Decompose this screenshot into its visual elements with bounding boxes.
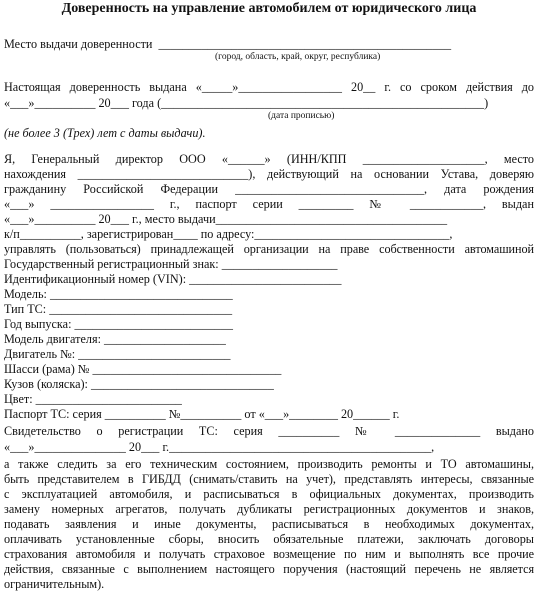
validity-line-2: «___»__________ 20___ года (_____________________________________________________)	[4, 96, 489, 110]
body-line: а также следить за его техническим состоянием, производить ремонты и ТО автомашины,	[4, 457, 534, 471]
issue-place-hint: (город, область, край, округ, республика)	[215, 52, 381, 62]
body-line: оплачивать установленные сборы, вносить обязательные платежи, заключать договоры	[4, 532, 534, 546]
issue-place-line: Место выдачи доверенности ________________________________________________	[4, 37, 452, 51]
body-line: «___»__________ 20___ г., место выдачи______________________________________	[4, 212, 448, 226]
field-model: Модель: ______________________________	[4, 287, 233, 301]
body-line: к/п__________, зарегистрирован____ по адресу:________________________________,	[4, 227, 453, 241]
field-year: Год выпуска: __________________________	[4, 317, 233, 331]
body-line: замену номерных агрегатов, получать дубликаты регистрационных документов и знаков,	[4, 502, 534, 516]
body-line: действия, связанные с выполнением настоящего поручения (настоящий перечень не является	[4, 562, 534, 576]
body-line: нахождения ____________________________), действующий на основании Устава, доверяю	[4, 167, 534, 181]
field-color: Цвет: ________________________	[4, 392, 182, 406]
field-vehicle-passport: Паспорт ТС: серия __________ №__________ от «___»________ 20______ г.	[4, 407, 400, 421]
field-reg-plate: Государственный регистрационный знак: ___________________	[4, 257, 338, 271]
document-title: Доверенность на управление автомобилем от юридического лица	[61, 1, 477, 16]
field-chassis: Шасси (рама) № _______________________________	[4, 362, 282, 376]
field-engine-number: Двигатель №: _________________________	[4, 347, 231, 361]
body-line: управлять (пользоваться) принадлежащей организации на праве собственности автомашиной	[4, 242, 534, 256]
validity-date-hint: (дата прописью)	[268, 111, 335, 121]
body-line: страхования автомобиля и получать страховое возмещение по ним и выполнять все прочие	[4, 547, 534, 561]
validity-line-1: Настоящая доверенность выдана «_____»_________________ 20__ г. со сроком действия до	[4, 80, 534, 94]
field-registration-certificate: Свидетельство о регистрации ТС: серия __________ № ______________ выдано	[4, 424, 534, 438]
field-vehicle-type: Тип ТС: ______________________________	[4, 302, 233, 316]
body-line: гражданину Российской Федерации _______________________________, дата рождения	[4, 182, 534, 196]
validity-limit: (не более 3 (Трех) лет с даты выдачи).	[4, 126, 206, 140]
field-body: Кузов (коляска): ______________________________	[4, 377, 274, 391]
field-registration-date: «___»_______________ 20___ г.___________________________________________,	[4, 440, 435, 454]
body-line: ограничительным).	[4, 577, 105, 591]
body-line: с эксплуатацией автомобиля, и расписываться в официальных документах, производить	[4, 487, 534, 501]
body-line: «___» _________________ г., паспорт серии _________ № ____________, выдан	[4, 197, 534, 211]
field-vin: Идентификационный номер (VIN): _________________________	[4, 272, 342, 286]
body-line: подавать заявления и иные документы, расписываться в необходимых документах,	[4, 517, 534, 531]
field-engine-model: Модель двигателя: ____________________	[4, 332, 226, 346]
body-line: быть представителем в ГИБДД (снимать/ставить на учет), представлять интересы, связанные	[4, 472, 534, 486]
body-line: Я, Генеральный директор ООО «______» (ИНН/КПП ____________________, место	[4, 152, 534, 166]
